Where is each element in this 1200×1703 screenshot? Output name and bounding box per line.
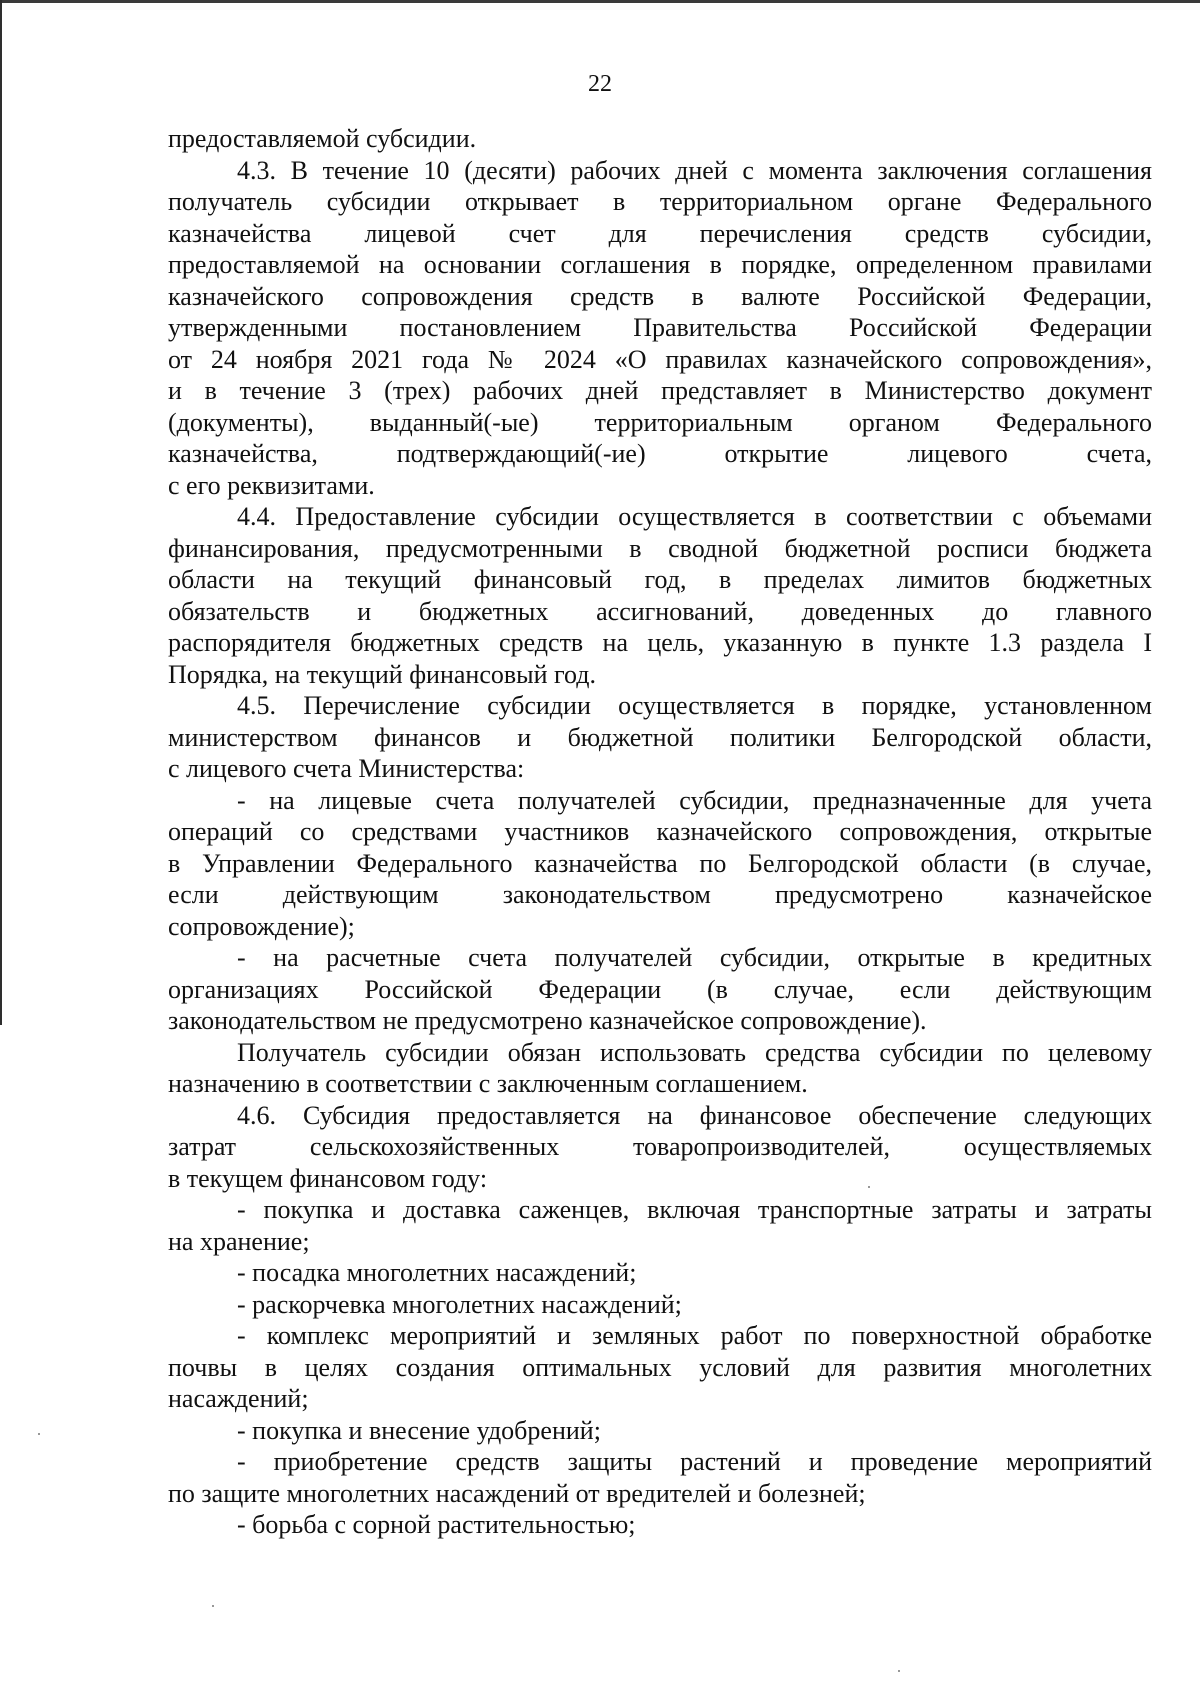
text-line: в Управлении Федерального казначейства по Белгородской области (в случае,: [168, 848, 1152, 878]
text-line: - приобретение средств защиты растений и проведение мероприятий: [237, 1447, 1152, 1476]
text-line: от 24 ноября 2021 года № 2024 «О правилах казначейского сопровождения»,: [168, 344, 1152, 374]
text-line: предоставляемой субсидии.: [168, 124, 477, 153]
scan-speck: [868, 1186, 870, 1188]
text-line: с его реквизитами.: [168, 470, 375, 500]
text-line: по защите многолетних насаждений от вредителей и болезней;: [168, 1478, 866, 1508]
text-line: казначейства лицевой счет для перечисления средств субсидии,: [168, 218, 1152, 248]
text-line: распорядителя бюджетных средств на цель, указанную в пункте 1.3 раздела I: [168, 628, 1152, 657]
text-line: 4.3. В течение 10 (десяти) рабочих дней с момента заключения соглашения: [237, 155, 1152, 185]
text-line: Порядка, на текущий финансовый год.: [168, 659, 597, 689]
text-line: - на расчетные счета получателей субсидии, открытые в кредитных: [237, 943, 1152, 972]
text-line: организациях Российской Федерации (в случае, если действующим: [168, 974, 1152, 1004]
text-line: - на лицевые счета получателей субсидии, предназначенные для учета: [237, 785, 1152, 815]
text-line: на хранение;: [168, 1226, 310, 1256]
scan-edge-left: [0, 0, 2, 1025]
text-line: почвы в целях создания оптимальных условий для развития многолетних: [168, 1352, 1152, 1382]
scan-edge-top: [0, 0, 1200, 3]
text-line: - комплекс мероприятий и земляных работ по поверхностной обработке: [237, 1321, 1152, 1350]
text-line: обязательств и бюджетных ассигнований, доведенных до главного: [168, 596, 1152, 626]
text-line: Получатель субсидии обязан использовать средства субсидии по целевому: [237, 1037, 1152, 1067]
text-line: (документы), выданный(-ые) территориальным органом Федерального: [168, 407, 1152, 437]
scan-speck: [212, 1605, 214, 1607]
text-line: области на текущий финансовый год, в пределах лимитов бюджетных: [168, 565, 1152, 594]
text-line: министерством финансов и бюджетной политики Белгородской области,: [168, 722, 1152, 752]
text-line: - покупка и внесение удобрений;: [237, 1415, 601, 1445]
document-body: [168, 123, 1152, 1541]
text-line: финансирования, предусмотренными в сводной бюджетной росписи бюджета: [168, 533, 1152, 563]
text-line: - борьба с сорной растительностью;: [237, 1510, 636, 1539]
text-line: утвержденными постановлением Правительства Российской Федерации: [168, 313, 1152, 342]
page-number: 22: [588, 71, 612, 97]
text-line: насаждений;: [168, 1384, 309, 1413]
text-line: если действующим законодательством предусмотрено казначейское: [168, 880, 1152, 909]
text-line: казначейства, подтверждающий(-ие) открытие лицевого счета,: [168, 439, 1152, 468]
text-line: 4.4. Предоставление субсидии осуществляется в соответствии с объемами: [237, 502, 1152, 531]
text-line: 4.6. Субсидия предоставляется на финансовое обеспечение следующих: [237, 1100, 1152, 1130]
text-line: 4.5. Перечисление субсидии осуществляется в порядке, установленном: [237, 691, 1152, 720]
text-line: операций со средствами участников казначейского сопровождения, открытые: [168, 817, 1152, 846]
text-line: назначению в соответствии с заключенным соглашением.: [168, 1069, 808, 1098]
text-line: предоставляемой на основании соглашения в порядке, определенном правилами: [168, 250, 1152, 279]
text-line: и в течение 3 (трех) рабочих дней представляет в Министерство документ: [168, 376, 1152, 405]
text-line: затрат сельскохозяйственных товаропроизводителей, осуществляемых: [168, 1132, 1152, 1161]
text-line: казначейского сопровождения средств в валюте Российской Федерации,: [168, 281, 1152, 311]
text-line: - посадка многолетних насаждений;: [237, 1258, 637, 1287]
text-line: в текущем финансовом году:: [168, 1163, 488, 1193]
text-line: законодательством не предусмотрено казначейское сопровождение).: [168, 1006, 927, 1035]
scan-speck: [898, 1670, 900, 1672]
scan-speck: [38, 1433, 40, 1435]
text-line: сопровождение);: [168, 911, 355, 941]
text-line: получатель субсидии открывает в территориальном органе Федерального: [168, 187, 1152, 216]
text-line: - раскорчевка многолетних насаждений;: [237, 1289, 682, 1319]
text-line: - покупка и доставка саженцев, включая транспортные затраты и затраты: [237, 1195, 1152, 1224]
text-line: с лицевого счета Министерства:: [168, 754, 525, 783]
